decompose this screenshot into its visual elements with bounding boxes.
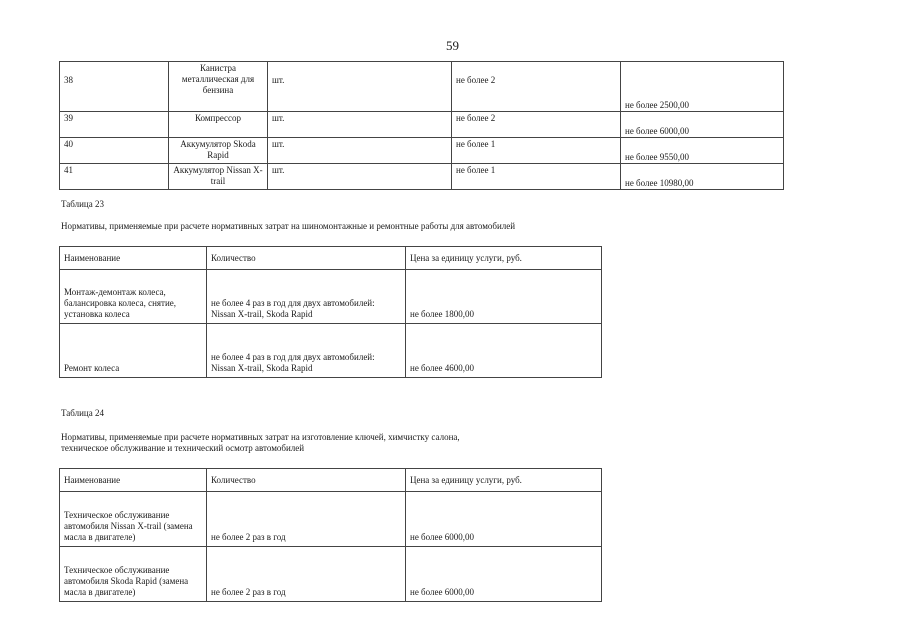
item-quantity: не более 1 — [452, 164, 621, 190]
row-number: 38 — [60, 62, 169, 112]
item-unit: шт. — [268, 164, 452, 190]
page-number: 59 — [446, 38, 459, 53]
column-header: Цена за единицу услуги, руб. — [406, 469, 602, 492]
column-header: Наименование — [60, 469, 207, 492]
item-unit: шт. — [268, 62, 452, 112]
service-name: Техническое обслуживание автомобиля Nissan X-trail (замена масла в двигателе) — [60, 492, 207, 547]
table-22-continuation — [59, 61, 784, 190]
table-row — [60, 62, 784, 112]
service-price: не более 6000,00 — [406, 492, 602, 547]
item-quantity: не более 1 — [452, 138, 621, 164]
service-name: Ремонт колеса — [60, 324, 207, 378]
table-row — [60, 112, 784, 138]
column-header: Цена за единицу услуги, руб. — [406, 247, 602, 270]
item-price: не более 9550,00 — [621, 138, 784, 164]
column-header: Наименование — [60, 247, 207, 270]
service-price: не более 1800,00 — [406, 270, 602, 324]
item-name: Аккумулятор Skoda Rapid — [169, 138, 268, 164]
table-row — [60, 324, 602, 378]
table-24-title-line-2: техническое обслуживание и технический осмотр автомобилей — [61, 443, 305, 453]
service-quantity: не более 4 раз в год для двух автомобилей: Nissan X-trail, Skoda Rapid — [207, 270, 406, 324]
item-name: Аккумулятор Nissan X-trail — [169, 164, 268, 190]
item-price: не более 10980,00 — [621, 164, 784, 190]
service-quantity: не более 2 раз в год — [207, 492, 406, 547]
table-header-row — [60, 247, 602, 270]
service-name: Техническое обслуживание автомобиля Skoda Rapid (замена масла в двигателе) — [60, 547, 207, 602]
column-header: Количество — [207, 469, 406, 492]
service-price: не более 6000,00 — [406, 547, 602, 602]
table-row — [60, 547, 602, 602]
item-quantity: не более 2 — [452, 62, 621, 112]
table-row — [60, 138, 784, 164]
table-row — [60, 164, 784, 190]
item-price: не более 2500,00 — [621, 62, 784, 112]
item-unit: шт. — [268, 112, 452, 138]
item-unit: шт. — [268, 138, 452, 164]
table-header-row — [60, 469, 602, 492]
item-name: Компрессор — [169, 112, 268, 138]
row-number: 41 — [60, 164, 169, 190]
table-23-title: Нормативы, применяемые при расчете нормативных затрат на шиномонтажные и ремонтные работы для автомобилей — [61, 221, 516, 231]
table-row — [60, 492, 602, 547]
service-quantity: не более 2 раз в год — [207, 547, 406, 602]
row-number: 40 — [60, 138, 169, 164]
table-23 — [59, 246, 602, 378]
row-number: 39 — [60, 112, 169, 138]
table-24-label: Таблица 24 — [61, 408, 104, 418]
service-price: не более 4600,00 — [406, 324, 602, 378]
table-row — [60, 270, 602, 324]
service-quantity: не более 4 раз в год для двух автомобилей: Nissan X-trail, Skoda Rapid — [207, 324, 406, 378]
service-name: Монтаж-демонтаж колеса, балансировка колеса, снятие, установка колеса — [60, 270, 207, 324]
item-quantity: не более 2 — [452, 112, 621, 138]
table-23-label: Таблица 23 — [61, 199, 104, 209]
item-name: Канистра металлическая для бензина — [169, 62, 268, 112]
item-price: не более 6000,00 — [621, 112, 784, 138]
column-header: Количество — [207, 247, 406, 270]
table-24 — [59, 468, 602, 602]
table-24-title-line-1: Нормативы, применяемые при расчете нормативных затрат на изготовление ключей, химчистку салона, — [61, 432, 460, 442]
